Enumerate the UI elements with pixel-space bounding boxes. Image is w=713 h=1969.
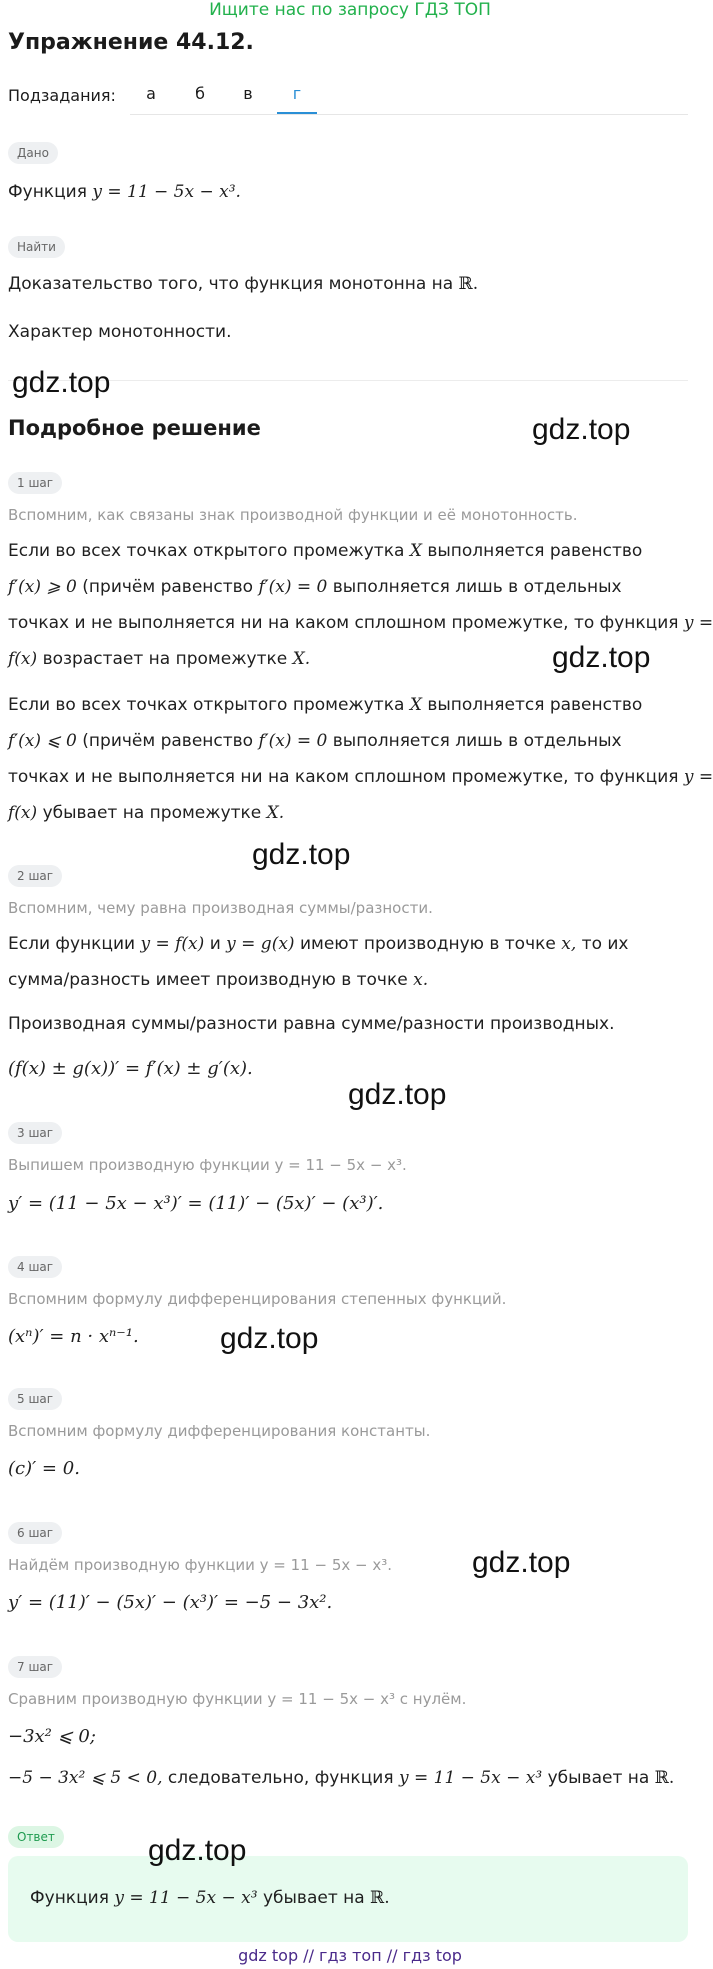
given-text: Функция <box>8 182 87 202</box>
step-4-formula: (xⁿ)′ = n · xⁿ⁻¹. <box>8 1326 139 1347</box>
math: y = 11 − 5x − x³ <box>398 1768 543 1788</box>
math: f′(x) ⩽ 0 <box>8 731 77 751</box>
given-formula: y = 11 − 5x − x³. <box>92 182 241 202</box>
active-tab-indicator <box>277 112 317 114</box>
text: имеют производную в точке <box>299 934 556 954</box>
text: точках и не выполняется ни на каком сплошном промежутке, то функция <box>8 767 679 787</box>
step-6-formula: y′ = (11)′ − (5x)′ − (x³)′ = −5 − 3x². <box>8 1592 333 1613</box>
tab-b[interactable]: б <box>195 84 205 103</box>
step-4-chip: 4 шаг <box>8 1256 62 1278</box>
math: y = f(x) <box>140 934 205 954</box>
step-1-line-4 <box>8 649 310 669</box>
math: f(x) <box>8 803 38 823</box>
math: −5 − 3x² ⩽ 5 < 0, <box>8 1768 163 1788</box>
subtasks-label: Подзадания: <box>8 86 116 105</box>
step-3-hint: Выпишем производную функции y = 11 − 5x − x³. <box>8 1156 407 1174</box>
text: убывает на промежутке <box>42 803 262 823</box>
find-line-1 <box>8 274 478 294</box>
given-chip: Дано <box>8 142 58 164</box>
watermark: gdz.top <box>472 1546 571 1579</box>
math: f′(x) = 0 <box>258 731 328 751</box>
step-1-line-8 <box>8 803 284 823</box>
math: x, <box>561 934 577 954</box>
step-2-chip: 2 шаг <box>8 865 62 887</box>
step-1-line-6 <box>8 731 622 751</box>
step-3-chip: 3 шаг <box>8 1122 62 1144</box>
text: Функция <box>30 1888 109 1908</box>
step-7-hint: Сравним производную функции y = 11 − 5x − x³ с нулём. <box>8 1690 467 1708</box>
answer-chip: Ответ <box>8 1826 64 1848</box>
tab-g[interactable]: г <box>292 84 302 103</box>
tab-v[interactable]: в <box>243 84 253 103</box>
answer-text <box>30 1888 390 1908</box>
text: Если во всех точках открытого промежутка <box>8 695 405 715</box>
given-line <box>8 182 241 202</box>
math: X. <box>266 803 285 823</box>
tab-a[interactable]: а <box>146 84 156 103</box>
tabs-divider <box>130 114 688 115</box>
text: точках и не выполняется ни на каком сплошном промежутке, то функция <box>8 613 679 633</box>
text: (причём равенство <box>82 731 254 751</box>
find-line-2: Характер монотонности. <box>8 322 232 342</box>
watermark: gdz.top <box>532 413 631 446</box>
step-6-chip: 6 шаг <box>8 1522 62 1544</box>
text: убывает на <box>547 1768 650 1788</box>
math: x. <box>413 970 429 990</box>
math: y = <box>683 767 713 787</box>
step-4-hint: Вспомним формулу дифференцирования степенных функций. <box>8 1290 507 1308</box>
text: и <box>209 934 221 954</box>
watermark: gdz.top <box>12 366 111 399</box>
step-1-chip: 1 шаг <box>8 472 62 494</box>
step-1-line-2 <box>8 577 622 597</box>
search-banner: Ищите нас по запросу ГДЗ ТОП <box>209 0 491 20</box>
watermark: gdz.top <box>252 838 351 871</box>
step-1-line-7 <box>8 767 713 787</box>
step-5-chip: 5 шаг <box>8 1388 62 1410</box>
step-1-hint: Вспомним, как связаны знак производной функции и её монотонность. <box>8 506 578 524</box>
math: ℝ. <box>370 1888 390 1908</box>
step-1-line-3 <box>8 613 713 633</box>
step-7-line-1: −3x² ⩽ 0; <box>8 1726 96 1747</box>
math: f′(x) ⩾ 0 <box>8 577 77 597</box>
text: Если функции <box>8 934 136 954</box>
text: то их <box>581 934 629 954</box>
step-6-hint: Найдём производную функции y = 11 − 5x − x³. <box>8 1556 393 1574</box>
watermark: gdz.top <box>552 641 651 674</box>
footer-links[interactable]: gdz top // гдз топ // гдз top <box>238 1946 462 1965</box>
step-5-formula: (c)′ = 0. <box>8 1458 80 1479</box>
text: выполняется лишь в отдельных <box>332 731 622 751</box>
math: f′(x) = 0 <box>258 577 328 597</box>
step-2-line-1 <box>8 934 629 954</box>
math: y = <box>683 613 713 633</box>
step-2-line-3: Производная суммы/разности равна сумме/разности производных. <box>8 1014 615 1034</box>
step-2-formula: (f(x) ± g(x))′ = f′(x) ± g′(x). <box>8 1058 253 1079</box>
step-2-hint: Вспомним, чему равна производная суммы/разности. <box>8 899 433 917</box>
step-1-line-1 <box>8 541 642 561</box>
text: сумма/разность имеет производную в точке <box>8 970 408 990</box>
math: f(x) <box>8 649 38 669</box>
text: убывает на <box>262 1888 365 1908</box>
step-7-chip: 7 шаг <box>8 1656 62 1678</box>
solution-title: Подробное решение <box>8 416 261 440</box>
text: выполняется равенство <box>427 541 643 561</box>
text: выполняется лишь в отдельных <box>332 577 622 597</box>
text: следовательно, функция <box>167 1768 394 1788</box>
step-7-line-2 <box>8 1768 674 1788</box>
step-2-line-2 <box>8 970 428 990</box>
find-chip: Найти <box>8 236 65 258</box>
find-r: ℝ. <box>458 274 479 294</box>
math: y = g(x) <box>226 934 295 954</box>
math: X <box>409 541 422 561</box>
page-title: Упражнение 44.12. <box>8 30 254 55</box>
math: X. <box>292 649 311 669</box>
text: (причём равенство <box>82 577 254 597</box>
math: y = 11 − 5x − x³ <box>114 1888 258 1908</box>
step-3-formula: y′ = (11 − 5x − x³)′ = (11)′ − (5x)′ − (x³)′. <box>8 1193 384 1214</box>
step-5-hint: Вспомним формулу дифференцирования константы. <box>8 1422 431 1440</box>
step-1-line-5 <box>8 695 642 715</box>
watermark: gdz.top <box>348 1078 447 1111</box>
math: X <box>409 695 422 715</box>
text: выполняется равенство <box>427 695 643 715</box>
text: возрастает на промежутке <box>42 649 288 669</box>
watermark: gdz.top <box>220 1322 319 1355</box>
math: ℝ. <box>654 1768 675 1788</box>
find-text-1: Доказательство того, что функция монотонна на <box>8 274 454 294</box>
text: Если во всех точках открытого промежутка <box>8 541 405 561</box>
watermark: gdz.top <box>148 1834 247 1867</box>
